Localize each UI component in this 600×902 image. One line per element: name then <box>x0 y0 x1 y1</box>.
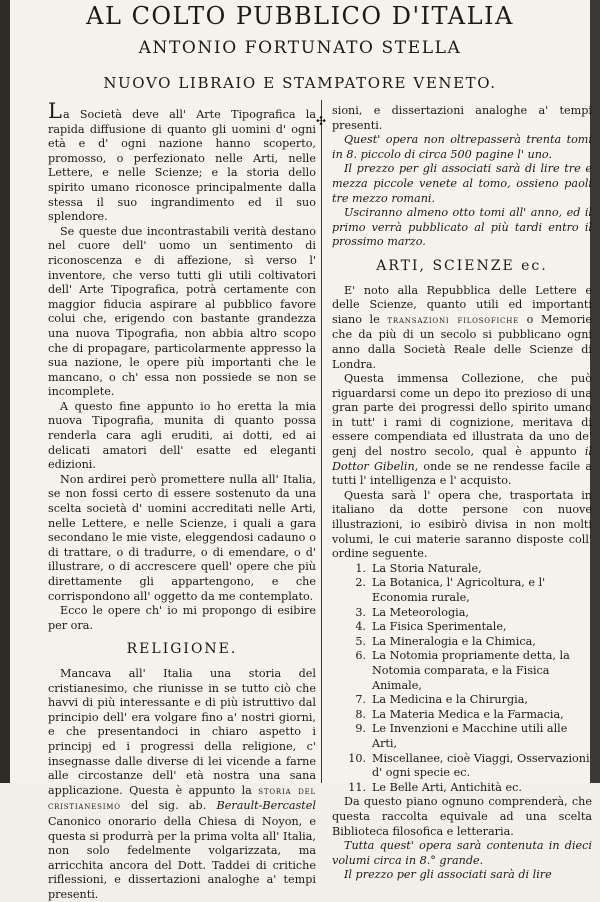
works-list <box>332 562 592 796</box>
paragraph-5: Ecco le opere ch' io mi propongo di esibire per ora. <box>48 604 316 632</box>
work-title: Le Invenzioni e Macchine utili alle Arti, <box>372 722 568 750</box>
work-number: 8. <box>355 707 366 721</box>
terms-volumes: Quest' opera non oltrepasserà trenta tomi in 8. piccolo di circa 500 pagine l' uno. <box>332 133 592 161</box>
paragraph-2: Se queste due incontrastabili verità destano nel cuore dell' uomo un sentimento di riconoscenza e di affezione, sì verso l' inventore, che verso tutti gli utili coltivatori dell' Arte Tipografica, potrà certamente con maggior fiducia aspirare al pubblico favore colui che, erigendo con bastante grandezza una nuova Tipografia, non abbia altro scopo che di propagare, particolarmente appresso la sua nazione, le opere più importanti che le mancano, o ch' essa non possiede se non se incomplete. <box>48 224 316 399</box>
work-number: 10. <box>348 751 366 765</box>
arti-paragraph-4: Da questo piano ognuno comprenderà, che questa raccolta equivale ad una scelta Biblioteca filosofica e letteraria. <box>332 795 592 838</box>
paragraph-4: Non ardirei però promettere nulla all' Italia, se non fossi certo di essere sostenuto da una scelta società d' uomini accreditati nelle Arti, nelle Lettere, e nelle Scienze, i quali a gara secondano le mie viste, eleggendosi cadauno o di trattare, o di tradurre, o di emendare, o d' illustrare, o di accrescere quell' opere che più direttamente gli appartengono, e che corrispondono all' oggetto da me contemplato. <box>48 472 316 603</box>
work-item <box>332 708 592 723</box>
religione-text-c: Canonico onorario della Chiesa di Noyon, e questa si produrrà per la prima volta all' Italia, non solo fedelmente volgarizzata, ma arricchita ancora del Dott. Taddei di critiche riflessioni, e dissertazioni analoghe a' tempi presenti. <box>48 814 316 901</box>
work-title: Miscellanee, cioè Viaggi, Osservazioni d' ogni specie ec. <box>372 751 590 780</box>
arti-text-a: E' noto alla Repubblica delle Lettere e delle Scienze, quanto utili ed importanti siano le <box>332 283 592 326</box>
storia-title: storia del cristianesimo <box>48 785 316 813</box>
work-title: La Storia Naturale, <box>372 561 482 575</box>
religione-text-b: del sig. ab. <box>131 799 207 813</box>
terms-price: Il prezzo per gli associati sarà di lire tre e mezza piccole venete al tomo, ossieno paoli tre mezzo romani. <box>332 162 592 205</box>
religione-paragraph <box>48 667 316 902</box>
work-number: 9. <box>355 722 366 736</box>
arti-paragraph-3: Questa sarà l' opera che, trasportata in italiano da dotte persone con nuove illustrazioni, io esibirò divisa in non molti volumi, le cui materie saranno disposte coll' ordine seguente. <box>332 488 592 561</box>
work-number: 5. <box>355 634 366 648</box>
continuation-text: sioni, e dissertazioni analoghe a' tempi presenti. <box>332 104 592 132</box>
work-item <box>332 752 592 781</box>
work-item <box>332 635 592 650</box>
page-title: AL COLTO PUBBLICO D'ITALIA <box>86 2 514 30</box>
work-title: La Materia Medica e la Farmacia, <box>372 707 564 721</box>
subtitle-line: NUOVO LIBRAIO E STAMPATORE VENETO. <box>103 74 497 92</box>
terms-schedule: Usciranno almeno otto tomi all' anno, ed il primo verrà pubblicato al più tardi entro il prossimo marzo. <box>332 206 592 249</box>
author-line: ANTONIO FORTUNATO STELLA <box>138 38 462 58</box>
work-item <box>332 649 592 693</box>
work-title: La Mineralogia e la Chimica, <box>372 634 536 648</box>
arti-text-b: o Memorie che da più di un secolo si pubblicano ogni anno dalla Società Reale delle Scienze di Londra. <box>332 312 593 371</box>
intro-paragraph <box>48 99 316 225</box>
transazioni-title: transazioni filosofiche <box>387 314 520 326</box>
right-column <box>332 104 592 883</box>
gibelin-name: il Dottor Gibelin <box>332 445 592 473</box>
work-item <box>332 620 592 635</box>
work-number: 6. <box>355 649 366 663</box>
work-title: La Medicina e la Chirurgia, <box>372 693 528 707</box>
work-title: La Botanica, l' Agricoltura, e l' Economia rurale, <box>372 576 546 604</box>
work-item <box>332 576 592 605</box>
work-number: 2. <box>355 576 366 590</box>
drop-cap: L <box>48 99 62 123</box>
arti-p2-text-a: Questa immensa Collezione, che può riguardarsi come un depo ito prezioso di una gran parte dei progressi dello spirito umano in tutt' i rami di cognizione, meritava di essere compendiata ed illustrata da uno de' genj del nostro secolo, qual è appunto <box>332 372 592 459</box>
work-item <box>332 781 592 796</box>
terms-volumes-2: Tutta quest' opera sarà contenuta in dieci volumi circa in 8.° grande. <box>332 839 592 867</box>
left-column <box>48 99 316 902</box>
arti-paragraph-2 <box>332 372 592 489</box>
work-title: Le Belle Arti, Antichità ec. <box>372 780 522 794</box>
religione-text-a: Mancava all' Italia una storia del cristianesimo, che riunisse in se tutto ciò che havvi di più interessante e di più istruttivo dal principio dell' era volgare fino a' nostri giorni, e che presentandoci in chiaro aspetto i principj ed i progressi della religione, c' insegnasse dalle diverse di lei vicende a farne alle circostanze dell' età nostra una sana applicazione. Questa è appunto la <box>48 666 316 797</box>
work-title: La Notomia propriamente detta, la Notomia comparata, e la Fisica Animale, <box>372 649 570 692</box>
arti-p2-text-b: , onde se ne rendesse facile a tutti l' intelligenza e l' acquisto. <box>332 459 592 488</box>
work-title: La Meteorologia, <box>372 605 469 619</box>
arti-paragraph-1 <box>332 284 592 373</box>
author-name: Berault-Bercastel <box>216 799 316 813</box>
work-number: 4. <box>355 620 366 634</box>
work-item <box>332 606 592 621</box>
terms-price-2: Il prezzo per gli associati sarà di lire <box>344 868 552 882</box>
work-number: 3. <box>355 605 366 619</box>
cross-ornament-icon: ✣ <box>316 114 327 128</box>
work-number: 11. <box>348 780 366 794</box>
work-item <box>332 562 592 577</box>
arti-heading: ARTI, SCIENZE ec. <box>376 257 548 274</box>
intro-text: a Società deve all' Arte Tipografica la rapida diffusione di quanto gli uomini d' ogni età e d' ogni nazione hanno scoperto, promosso, o perfezionato nelle Arti, nelle Lettere, e nelle Scienze; e la storia dello spirito umano riconosce principalmente dalla stessa il suo ingrandimento ed il suo splendore. <box>48 108 316 224</box>
religione-heading: RELIGIONE. <box>126 641 238 658</box>
column-divider <box>321 100 322 783</box>
work-number: 7. <box>355 693 366 707</box>
work-title: La Fisica Sperimentale, <box>372 620 507 634</box>
work-item <box>332 693 592 708</box>
work-item <box>332 722 592 751</box>
paragraph-3: A questo fine appunto io ho eretta la mia nuova Tipografia, munita di quanto possa renderla cara agli eruditi, ai dotti, ed ai delicati amatori dell' esatte ed eleganti edizioni. <box>48 399 316 472</box>
work-number: 1. <box>355 561 366 575</box>
